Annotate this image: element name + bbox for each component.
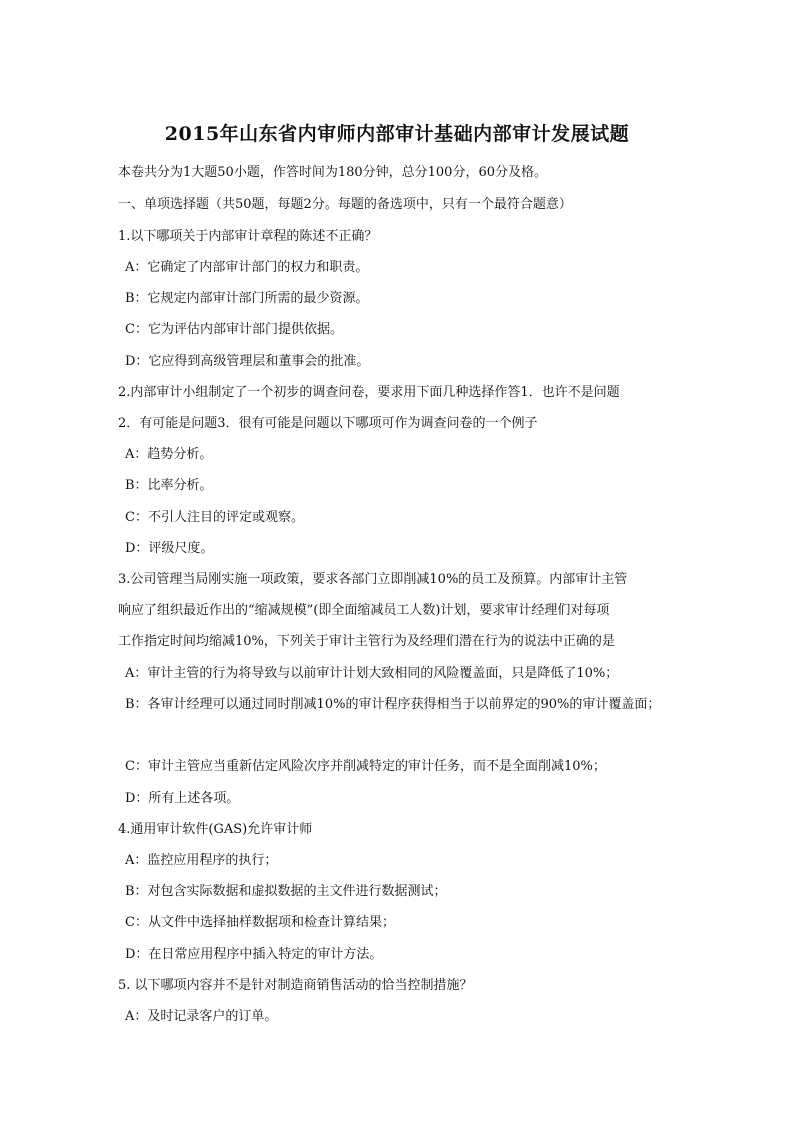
question-4-stem: 4.通用审计软件(GAS)允许审计师: [118, 822, 313, 837]
question-1-option-c: C：它为评估内部审计部门提供依据。: [125, 322, 343, 337]
question-5-option-a: A：及时记录客户的订单。: [125, 1009, 278, 1024]
question-2-stem-line-1: 2.内部审计小组制定了一个初步的调查问卷，要求用下面几种选择作答1．也许不是问题: [118, 385, 620, 400]
question-2-option-b: B：比率分析。: [125, 478, 213, 493]
question-4-option-c: C：从文件中选择抽样数据项和检查计算结果；: [125, 915, 395, 930]
question-2-stem-line-2: 2．有可能是问题3．很有可能是问题以下哪项可作为调查问卷的一个例子: [118, 416, 538, 431]
document-title: 2015年山东省内审师内部审计基础内部审计发展试题: [164, 123, 630, 145]
question-4-option-b: B：对包含实际数据和虚拟数据的主文件进行数据测试；: [125, 884, 447, 899]
exam-intro: 本卷共分为1大题50小题，作答时间为180分钟，总分100分，60分及格。: [118, 165, 547, 180]
question-2-option-d: D：评级尺度。: [125, 541, 214, 556]
section-heading: 一、单项选择题（共50题，每题2分。每题的备选项中，只有一个最符合题意）: [118, 197, 572, 212]
question-3-stem-line-2: 响应了组织最近作出的“缩减规模”(即全面缩减员工人数)计划，要求审计经理们对每项: [118, 603, 610, 618]
question-3-option-b: B：各审计经理可以通过同时削减10%的审计程序获得相当于以前界定的90%的审计覆盖面；: [125, 697, 661, 712]
question-2-option-a: A：趋势分析。: [125, 447, 213, 462]
question-3-option-c: C：审计主管应当重新估定风险次序并削减特定的审计任务，而不是全面削减10%；: [125, 759, 606, 774]
question-3-option-d: D：所有上述各项。: [125, 791, 240, 806]
question-1-option-a: A：它确定了内部审计部门的权力和职责。: [125, 260, 369, 275]
question-3-stem-line-3: 工作指定时间均缩减10%，下列关于审计主管行为及经理们潜在行为的说法中正确的是: [118, 634, 615, 649]
question-3-stem-line-1: 3.公司管理当局刚实施一项政策，要求各部门立即削减10%的员工及预算。内部审计主管: [118, 572, 628, 587]
question-2-option-c: C：不引人注目的评定或观察。: [125, 510, 304, 525]
question-1-stem: 1.以下哪项关于内部审计章程的陈述不正确？: [118, 229, 378, 244]
question-4-option-d: D：在日常应用程序中插入特定的审计方法。: [125, 947, 383, 962]
question-4-option-a: A：监控应用程序的执行；: [125, 853, 278, 868]
question-1-option-b: B：它规定内部审计部门所需的最少资源。: [125, 291, 369, 306]
question-3-option-a: A：审计主管的行为将导致与以前审计计划大致相同的风险覆盖面，只是降低了10%；: [125, 666, 619, 681]
question-1-option-d: D：它应得到高级管理层和董事会的批准。: [125, 354, 370, 369]
question-5-stem: 5. 以下哪项内容并不是针对制造商销售活动的恰当控制措施？: [118, 978, 473, 993]
